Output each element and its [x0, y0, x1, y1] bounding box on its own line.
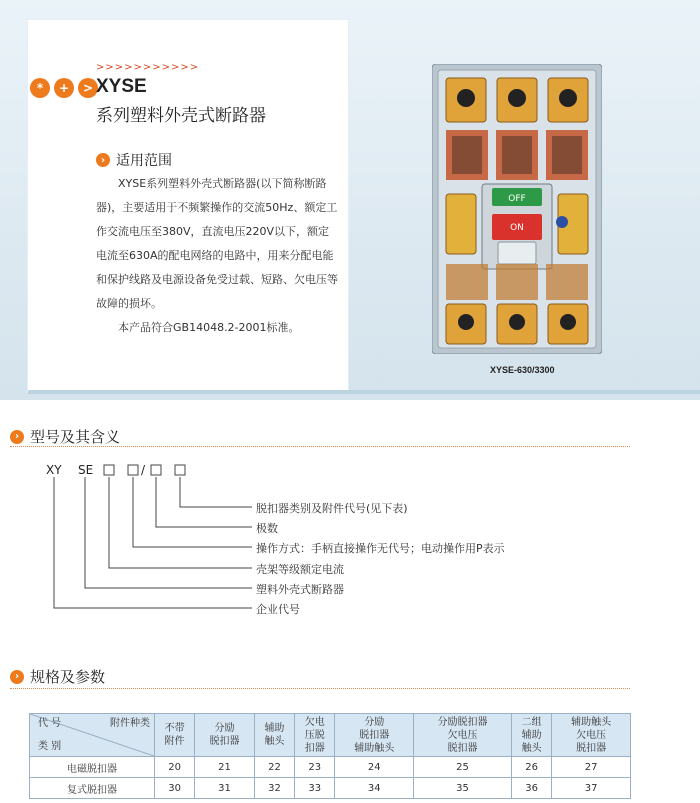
spec-header-row [30, 714, 631, 757]
switch-on-label: ON [510, 223, 524, 233]
column-header: 欠电 压脱 扣器 [295, 714, 335, 757]
table-row [30, 778, 631, 799]
plus-badge-icon: + [54, 78, 74, 98]
corner-code-label: 代 号 [38, 718, 62, 729]
code-xy: XY [46, 463, 62, 477]
code-slash: / [141, 463, 146, 477]
arrow-bullet-icon: › [10, 670, 24, 684]
table-cell: 36 [511, 778, 551, 799]
header-corner-cell [30, 714, 155, 757]
arrow-bullet-icon: › [10, 430, 24, 444]
scope-title: 适用范围 [116, 153, 172, 169]
table-row [30, 757, 631, 778]
code-box-1 [104, 465, 114, 475]
arrow-badge-icon: > [78, 78, 98, 98]
code-box-3 [151, 465, 161, 475]
scope-heading [96, 150, 172, 170]
table-cell: 32 [254, 778, 294, 799]
section-divider [10, 446, 630, 447]
table-cell: 25 [414, 757, 512, 778]
table-cell: 33 [295, 778, 335, 799]
meaning-item: 塑料外壳式断路器 [256, 583, 344, 596]
table-cell: 27 [552, 757, 631, 778]
corner-category-label: 类 别 [38, 741, 62, 752]
table-cell: 22 [254, 757, 294, 778]
scope-body [96, 172, 340, 340]
column-header: 辅助 触头 [254, 714, 294, 757]
column-header: 分励 脱扣器 [195, 714, 255, 757]
product-caption: XYSE-630/3300 [490, 365, 555, 375]
table-cell: 23 [295, 757, 335, 778]
column-header: 分励 脱扣器 辅助触头 [335, 714, 414, 757]
model-title: XYSE [96, 76, 147, 97]
code-box-4 [175, 465, 185, 475]
meaning-title: 型号及其含义 [30, 428, 121, 446]
switch-off-label: OFF [508, 194, 526, 204]
table-cell: 31 [195, 778, 255, 799]
star-badge-icon: * [30, 78, 50, 98]
table-cell: 26 [511, 757, 551, 778]
spec-title: 规格及参数 [30, 668, 106, 686]
table-cell: 21 [195, 757, 255, 778]
model-subtitle: 系列塑料外壳式断路器 [96, 106, 266, 126]
table-cell: 20 [155, 757, 195, 778]
table-cell: 30 [155, 778, 195, 799]
scope-paragraph: XYSE系列塑料外壳式断路器(以下简称断路器)，主要适用于不频繁操作的交流50Hz、额定工作交流电压至380V，直流电压220V以下，额定电流至630A的配电网络的电路中，用来分配电能和保护线路及电源设备免受过载、短路、欠电压等故障的损坏。 [96, 177, 338, 310]
table-cell: 35 [414, 778, 512, 799]
column-header: 分励脱扣器 欠电压 脱扣器 [414, 714, 512, 757]
column-header: 辅助触头 欠电压 脱扣器 [552, 714, 631, 757]
spec-table [29, 713, 631, 799]
code-se: SE [78, 463, 94, 477]
circuit-breaker-image [432, 64, 602, 354]
scope-standard: 本产品符合GB14048.2-2001标准。 [118, 321, 300, 334]
decorative-chevrons: >>>>>>>>>>> [96, 62, 200, 73]
meaning-item: 企业代号 [256, 603, 300, 616]
row-category: 复式脱扣器 [30, 778, 155, 799]
section-divider [10, 688, 630, 689]
model-code-diagram [0, 455, 700, 625]
meaning-heading [10, 426, 120, 447]
hero-bottom-bar [28, 390, 700, 394]
corner-accessory-label: 附件种类 [110, 718, 150, 729]
table-cell: 37 [552, 778, 631, 799]
spec-heading [10, 666, 105, 687]
meaning-item: 极数 [256, 522, 278, 535]
meaning-item: 操作方式：手柄直接操作无代号；电动操作用P表示 [256, 542, 505, 555]
row-category: 电磁脱扣器 [30, 757, 155, 778]
arrow-bullet-icon: › [96, 153, 110, 167]
meaning-item: 壳架等级额定电流 [256, 563, 344, 576]
table-cell: 34 [335, 778, 414, 799]
meaning-item: 脱扣器类别及附件代号(见下表) [256, 502, 408, 515]
code-box-2 [128, 465, 138, 475]
table-cell: 24 [335, 757, 414, 778]
column-header: 不带 附件 [155, 714, 195, 757]
column-header: 二组 辅助 触头 [511, 714, 551, 757]
title-badges [30, 78, 98, 98]
